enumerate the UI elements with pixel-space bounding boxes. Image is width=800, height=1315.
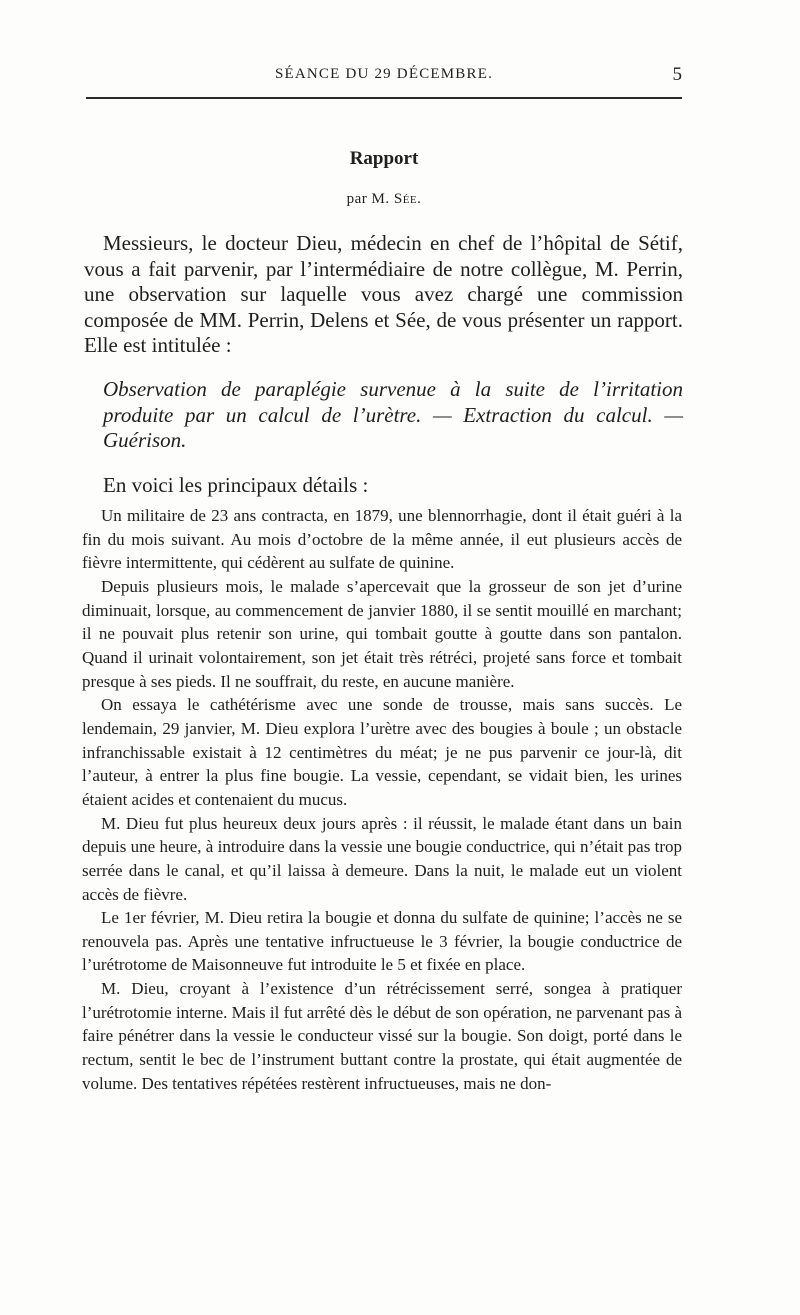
detail-paragraph: Depuis plusieurs mois, le malade s’apercevait que la grosseur de son jet d’urine diminuait, lorsque, au commencement de janvier 1880, il se sentit mouillé en marchant; il ne pouvait plus retenir son urine, qui tombait goutte à goutte dans son pantalon. Quand il urinait volontairement, son jet était très rétréci, projeté sans force et tombait presque à ses pieds. Il ne souffrait, du reste, en aucune manière. — [82, 576, 682, 691]
detail-paragraph: Un militaire de 23 ans contracta, en 1879, une blennorrhagie, dont il était guéri à la fin du mois suivant. Au mois d’octobre de la même année, il eut plusieurs accès de fièvre intermittente, qui cédèrent au sulfate de quinine. — [82, 506, 682, 573]
details-body — [82, 504, 682, 1095]
opening-paragraph: Messieurs, le docteur Dieu, médecin en chef de l’hôpital de Sétif, vous a fait parvenir, par l’intermédiaire de notre collègue, M. Perrin, une observation sur laquelle vous avez chargé une commission composée de MM. Perrin, Delens et Sée, de vous présenter un rapport. Elle est intitulée : — [84, 231, 683, 357]
details-intro: En voici les principaux détails : — [103, 473, 369, 497]
detail-paragraph: On essaya le cathétérisme avec une sonde de trousse, mais sans succès. Le lendemain, 29 janvier, M. Dieu explora l’urètre avec des bougies à boule ; un obstacle infranchissable existait à 12 centimètres du méat; je ne pus parvenir ce jour-là, dit l’auteur, à entrer la plus fine bougie. La vessie, cependant, se vidait bien, les urines étaient acides et contenaient du mucus. — [82, 695, 682, 809]
author-name: Sée. — [393, 191, 422, 207]
observation-title: Observation de paraplégie survenue à la suite de l’irritation produite par un calcul de l’urètre. — Extraction du calcul. — Guérison. — [103, 377, 683, 452]
detail-paragraph: Le 1er février, M. Dieu retira la bougie et donna du sulfate de quinine; l’accès ne se renouvela pas. Après une tentative infructueuse le 3 février, la bougie conductrice de l’urétrotome de Maisonneuve fut introduite le 5 et fixée en place. — [82, 908, 682, 975]
detail-paragraph: M. Dieu, croyant à l’existence d’un rétrécissement serré, songea à pratiquer l’urétrotomie interne. Mais il fut arrêté dès le début de son opération, ne parvenant pas à faire pénétrer dans la vessie le conducteur vissé sur la bougie. Son doigt, porté dans le rectum, sentit le bec de l’instrument buttant contre la prostate, qui était augmentée de volume. Des tentatives répétées restèrent infructueuses, mais ne don- — [82, 979, 682, 1093]
author-prefix: par M. — [346, 191, 390, 207]
header-rule — [86, 97, 682, 99]
section-title: Rapport — [349, 148, 419, 169]
author-line — [0, 191, 768, 208]
detail-paragraph: M. Dieu fut plus heureux deux jours après : il réussit, le malade étant dans un bain depuis une heure, à introduire dans la vessie une bougie conductrice, qui n’était pas trop serrée dans le canal, et qu’il laissa à demeure. Dans la nuit, le malade eut un violent accès de fièvre. — [82, 813, 682, 904]
page-number: 5 — [672, 64, 682, 85]
running-head: SÉANCE DU 29 DÉCEMBRE. — [274, 66, 494, 82]
page-header — [86, 66, 682, 90]
